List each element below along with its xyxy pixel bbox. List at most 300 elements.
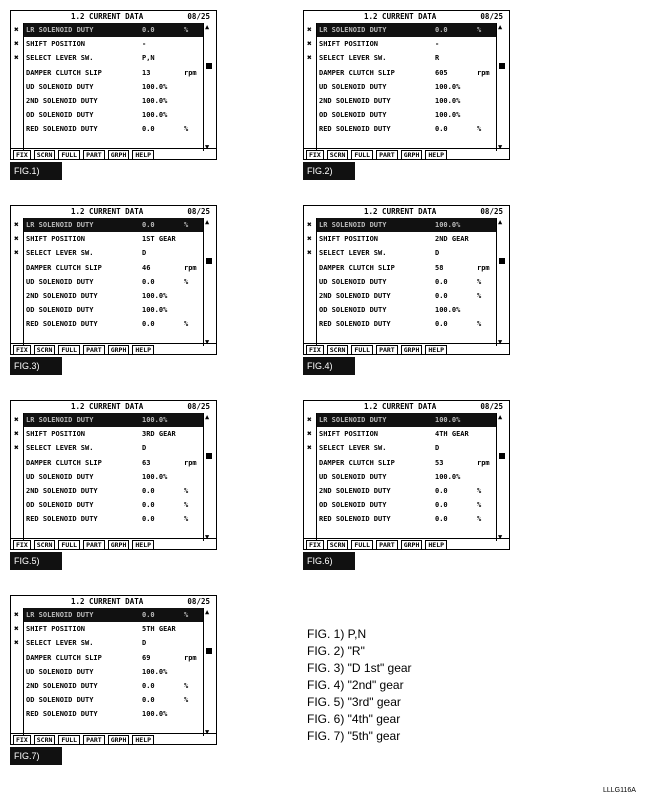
data-list (14, 218, 204, 346)
scroll-down-icon[interactable]: ▼ (498, 338, 503, 346)
scroll-thumb[interactable] (206, 63, 212, 69)
scroll-up-icon[interactable]: ▲ (498, 413, 503, 421)
row-value: 58 (435, 263, 444, 272)
row-value: 0.0 (435, 125, 448, 134)
row-label: RED SOLENOID DUTY (26, 125, 98, 134)
screen-title-bar (304, 206, 509, 217)
row-value: 100.0% (142, 472, 168, 481)
row-value: 0.0 (435, 26, 448, 34)
data-row[interactable] (307, 427, 497, 441)
function-key-fix[interactable]: FIX (306, 540, 324, 550)
function-key-grph[interactable]: GRPH (108, 345, 130, 355)
data-row[interactable] (24, 470, 204, 484)
row-label: SHIFT POSITION (319, 235, 379, 244)
marker-icon: ✖ (14, 39, 19, 49)
data-row[interactable] (317, 261, 497, 275)
row-label: OD SOLENOID DUTY (319, 111, 387, 120)
scrollbar[interactable] (203, 413, 214, 541)
legend-item: FIG. 5) "3rd" gear (307, 695, 401, 709)
page-indicator: 08/25 (187, 12, 210, 21)
row-value: 100.0% (142, 667, 168, 676)
data-row[interactable] (14, 232, 204, 246)
screen-title-bar (11, 401, 216, 412)
row-value: D (142, 444, 147, 453)
screen-title: 1.2 CURRENT DATA (71, 12, 144, 21)
row-label: UD SOLENOID DUTY (26, 667, 94, 676)
data-list (14, 608, 204, 736)
row-value: 0.0 (142, 221, 155, 229)
row-label: UD SOLENOID DUTY (319, 277, 387, 286)
data-row[interactable] (317, 303, 497, 317)
row-label: OD SOLENOID DUTY (319, 501, 387, 510)
row-label: RED SOLENOID DUTY (319, 515, 391, 524)
row-label: SELECT LEVER SW. (319, 444, 387, 453)
row-label: UD SOLENOID DUTY (319, 82, 387, 91)
marker-icon: ✖ (14, 610, 19, 619)
function-key-fix[interactable]: FIX (306, 150, 324, 160)
data-row[interactable] (317, 122, 497, 136)
data-row[interactable] (307, 51, 497, 65)
scrollbar[interactable] (203, 23, 214, 151)
scan-tool-panel (10, 595, 217, 769)
scroll-up-icon[interactable]: ▲ (205, 23, 210, 31)
row-unit: % (184, 277, 189, 286)
row-value: 100.0% (142, 82, 168, 91)
document-code: LLLG116A (603, 787, 636, 794)
row-value: 0.0 (435, 515, 448, 524)
scroll-up-icon[interactable]: ▲ (498, 23, 503, 31)
figure-label: FIG.4) (303, 357, 355, 375)
page-indicator: 08/25 (187, 207, 210, 216)
row-value: - (142, 40, 147, 49)
row-label: UD SOLENOID DUTY (26, 472, 94, 481)
legend-item: FIG. 2) "R" (307, 644, 365, 658)
row-unit: rpm (184, 458, 197, 467)
row-value: 0.0 (435, 320, 448, 329)
row-label: LR SOLENOID DUTY (26, 611, 94, 619)
row-label: SHIFT POSITION (26, 625, 86, 634)
row-label: SHIFT POSITION (26, 430, 86, 439)
scan-tool-screen (10, 595, 217, 745)
function-key-scrn[interactable]: SCRN (34, 345, 56, 355)
data-list (307, 23, 497, 151)
row-unit: rpm (477, 68, 490, 77)
data-row[interactable] (24, 679, 204, 693)
function-key-help[interactable]: HELP (132, 540, 154, 550)
function-key-part[interactable]: PART (376, 150, 398, 160)
row-value: 0.0 (435, 501, 448, 510)
function-key-grph[interactable]: GRPH (401, 150, 423, 160)
scroll-thumb[interactable] (499, 453, 505, 459)
screen-title-bar (304, 401, 509, 412)
function-key-help[interactable]: HELP (425, 150, 447, 160)
row-value: 0.0 (142, 26, 155, 34)
data-row[interactable] (14, 608, 204, 622)
function-key-fix[interactable]: FIX (13, 345, 31, 355)
function-key-full[interactable]: FULL (58, 345, 80, 355)
figure-label: FIG.2) (303, 162, 355, 180)
data-row[interactable] (24, 707, 204, 721)
scan-tool-panel (303, 205, 510, 379)
function-key-scrn[interactable]: SCRN (34, 150, 56, 160)
marker-icon: ✖ (14, 248, 19, 258)
row-value: 5TH GEAR (142, 625, 176, 634)
function-key-scrn[interactable]: SCRN (327, 540, 349, 550)
data-row[interactable] (307, 246, 497, 260)
scroll-down-icon[interactable]: ▼ (498, 143, 503, 151)
row-value: 100.0% (142, 291, 168, 300)
row-unit: % (477, 486, 482, 495)
function-key-scrn[interactable]: SCRN (327, 345, 349, 355)
row-value: 0.0 (435, 291, 448, 300)
row-label: RED SOLENOID DUTY (26, 320, 98, 329)
row-unit: % (477, 277, 482, 286)
data-row[interactable] (307, 37, 497, 51)
row-unit: rpm (477, 263, 490, 272)
data-row[interactable] (317, 289, 497, 303)
function-key-scrn[interactable]: SCRN (34, 735, 56, 745)
data-row[interactable] (14, 218, 204, 232)
screen-title: 1.2 CURRENT DATA (364, 207, 437, 216)
function-key-scrn[interactable]: SCRN (327, 150, 349, 160)
row-label: LR SOLENOID DUTY (319, 26, 387, 34)
scroll-down-icon[interactable]: ▼ (205, 143, 210, 151)
data-row[interactable] (317, 317, 497, 331)
scroll-thumb[interactable] (499, 258, 505, 264)
row-label: SELECT LEVER SW. (26, 54, 94, 63)
function-key-part[interactable]: PART (376, 540, 398, 550)
function-key-help[interactable]: HELP (132, 150, 154, 160)
marker-icon: ✖ (307, 53, 312, 63)
function-key-fix[interactable]: FIX (13, 150, 31, 160)
row-value: D (142, 249, 147, 258)
function-key-bar (11, 538, 216, 549)
legend-item: FIG. 4) "2nd" gear (307, 678, 404, 692)
page-indicator: 08/25 (480, 402, 503, 411)
row-unit: % (184, 221, 189, 229)
row-value: 2ND GEAR (435, 235, 469, 244)
row-unit: % (477, 515, 482, 524)
row-unit: % (184, 486, 189, 495)
row-label: RED SOLENOID DUTY (319, 125, 391, 134)
data-row[interactable] (14, 636, 204, 650)
row-value: 0.0 (142, 696, 155, 705)
function-key-help[interactable]: HELP (132, 345, 154, 355)
scroll-thumb[interactable] (206, 258, 212, 264)
data-row[interactable] (317, 108, 497, 122)
data-row[interactable] (307, 232, 497, 246)
function-key-help[interactable]: HELP (425, 345, 447, 355)
row-value: D (435, 444, 440, 453)
scrollbar[interactable] (203, 218, 214, 346)
row-unit: % (477, 291, 482, 300)
scan-tool-screen (303, 10, 510, 160)
function-key-fix[interactable]: FIX (306, 345, 324, 355)
data-row[interactable] (307, 413, 497, 427)
row-label: DAMPER CLUTCH SLIP (319, 263, 395, 272)
row-label: 2ND SOLENOID DUTY (319, 96, 391, 105)
function-key-full[interactable]: FULL (58, 735, 80, 745)
row-label: OD SOLENOID DUTY (26, 306, 94, 315)
marker-icon: ✖ (14, 415, 19, 424)
row-label: SHIFT POSITION (319, 430, 379, 439)
row-unit: rpm (184, 653, 197, 662)
marker-icon: ✖ (307, 248, 312, 258)
data-row[interactable] (24, 512, 204, 526)
function-key-full[interactable]: FULL (58, 540, 80, 550)
data-list (14, 413, 204, 541)
data-row[interactable] (24, 651, 204, 665)
data-row[interactable] (24, 484, 204, 498)
scrollbar[interactable] (496, 23, 507, 151)
figure-label: FIG.3) (10, 357, 62, 375)
scan-tool-screen (10, 205, 217, 355)
row-label: UD SOLENOID DUTY (26, 82, 94, 91)
row-value: 100.0% (435, 472, 461, 481)
data-row[interactable] (317, 456, 497, 470)
row-value: 100.0% (435, 416, 461, 424)
function-key-full[interactable]: FULL (351, 150, 373, 160)
legend-item: FIG. 3) "D 1st" gear (307, 661, 412, 675)
row-label: OD SOLENOID DUTY (26, 501, 94, 510)
row-value: 53 (435, 458, 444, 467)
row-unit: % (184, 611, 189, 619)
row-value: 3RD GEAR (142, 430, 176, 439)
screen-title-bar (11, 206, 216, 217)
row-label: SHIFT POSITION (319, 40, 379, 49)
row-label: SELECT LEVER SW. (319, 249, 387, 258)
row-label: LR SOLENOID DUTY (26, 26, 94, 34)
row-value: P,N (142, 54, 155, 63)
scrollbar[interactable] (496, 218, 507, 346)
function-key-fix[interactable]: FIX (13, 735, 31, 745)
figure-label: FIG.7) (10, 747, 62, 765)
row-unit: % (184, 696, 189, 705)
scan-tool-panel (10, 400, 217, 574)
scroll-down-icon[interactable]: ▼ (498, 533, 503, 541)
data-row[interactable] (24, 456, 204, 470)
row-value: 1ST GEAR (142, 235, 176, 244)
function-key-part[interactable]: PART (83, 345, 105, 355)
data-row[interactable] (14, 37, 204, 51)
row-value: 0.0 (142, 486, 155, 495)
row-label: DAMPER CLUTCH SLIP (26, 263, 102, 272)
row-value: 0.0 (142, 501, 155, 510)
row-value: 100.0% (142, 416, 168, 424)
function-key-grph[interactable]: GRPH (108, 540, 130, 550)
row-label: RED SOLENOID DUTY (26, 710, 98, 719)
marker-icon: ✖ (14, 220, 19, 229)
row-value: 0.0 (142, 681, 155, 690)
legend-item: FIG. 6) "4th" gear (307, 712, 401, 726)
data-row[interactable] (14, 51, 204, 65)
row-label: 2ND SOLENOID DUTY (26, 291, 98, 300)
row-label: DAMPER CLUTCH SLIP (26, 653, 102, 662)
row-unit: % (477, 125, 482, 134)
row-unit: % (184, 515, 189, 524)
row-value: 0.0 (142, 515, 155, 524)
screen-title-bar (304, 11, 509, 22)
scrollbar[interactable] (203, 608, 214, 736)
function-key-part[interactable]: PART (83, 540, 105, 550)
marker-icon: ✖ (307, 39, 312, 49)
data-row[interactable] (24, 94, 204, 108)
figure-label: FIG.1) (10, 162, 62, 180)
data-row[interactable] (317, 94, 497, 108)
row-value: 0.0 (435, 277, 448, 286)
data-row[interactable] (24, 693, 204, 707)
function-key-bar (11, 148, 216, 159)
scroll-up-icon[interactable]: ▲ (498, 218, 503, 226)
marker-icon: ✖ (307, 234, 312, 244)
data-row[interactable] (317, 512, 497, 526)
function-key-grph[interactable]: GRPH (108, 735, 130, 745)
scan-tool-panel (10, 10, 217, 184)
scroll-down-icon[interactable]: ▼ (205, 338, 210, 346)
function-key-full[interactable]: FULL (58, 150, 80, 160)
row-label: SHIFT POSITION (26, 235, 86, 244)
marker-icon: ✖ (307, 220, 312, 229)
row-label: SELECT LEVER SW. (26, 444, 94, 453)
data-row[interactable] (14, 622, 204, 636)
row-value: 46 (142, 263, 151, 272)
row-label: DAMPER CLUTCH SLIP (26, 458, 102, 467)
function-key-full[interactable]: FULL (351, 345, 373, 355)
data-row[interactable] (24, 317, 204, 331)
row-label: 2ND SOLENOID DUTY (26, 486, 98, 495)
function-key-part[interactable]: PART (83, 735, 105, 745)
data-row[interactable] (24, 498, 204, 512)
row-value: 100.0% (142, 111, 168, 120)
data-row[interactable] (24, 275, 204, 289)
screen-title: 1.2 CURRENT DATA (71, 207, 144, 216)
marker-icon: ✖ (14, 429, 19, 439)
data-row[interactable] (24, 289, 204, 303)
function-key-grph[interactable]: GRPH (401, 345, 423, 355)
row-value: 4TH GEAR (435, 430, 469, 439)
marker-icon: ✖ (307, 415, 312, 424)
data-row[interactable] (24, 122, 204, 136)
screen-title: 1.2 CURRENT DATA (71, 597, 144, 606)
scroll-up-icon[interactable]: ▲ (205, 608, 210, 616)
marker-icon: ✖ (14, 624, 19, 634)
row-label: RED SOLENOID DUTY (319, 320, 391, 329)
data-row[interactable] (24, 261, 204, 275)
scrollbar[interactable] (496, 413, 507, 541)
function-key-full[interactable]: FULL (351, 540, 373, 550)
function-key-grph[interactable]: GRPH (108, 150, 130, 160)
row-label: 2ND SOLENOID DUTY (26, 681, 98, 690)
data-row[interactable] (24, 665, 204, 679)
row-value: 100.0% (435, 306, 461, 315)
row-value: - (435, 40, 440, 49)
data-row[interactable] (14, 441, 204, 455)
data-row[interactable] (317, 498, 497, 512)
figure-label: FIG.6) (303, 552, 355, 570)
scan-tool-screen (303, 400, 510, 550)
function-key-help[interactable]: HELP (132, 735, 154, 745)
data-row[interactable] (24, 80, 204, 94)
row-label: LR SOLENOID DUTY (26, 416, 94, 424)
row-value: 100.0% (142, 306, 168, 315)
function-key-part[interactable]: PART (376, 345, 398, 355)
marker-icon: ✖ (307, 25, 312, 34)
data-row[interactable] (14, 246, 204, 260)
row-unit: % (184, 681, 189, 690)
row-label: SELECT LEVER SW. (319, 54, 387, 63)
figure-legend (307, 626, 412, 745)
data-row[interactable] (307, 441, 497, 455)
function-key-scrn[interactable]: SCRN (34, 540, 56, 550)
data-row[interactable] (14, 413, 204, 427)
data-row[interactable] (307, 218, 497, 232)
function-key-help[interactable]: HELP (425, 540, 447, 550)
marker-icon: ✖ (14, 443, 19, 453)
scan-tool-panel (303, 400, 510, 574)
scroll-up-icon[interactable]: ▲ (205, 413, 210, 421)
row-value: 100.0% (435, 111, 461, 120)
row-value: 0.0 (142, 277, 155, 286)
row-label: RED SOLENOID DUTY (26, 515, 98, 524)
row-label: LR SOLENOID DUTY (319, 416, 387, 424)
marker-icon: ✖ (14, 25, 19, 34)
row-label: 2ND SOLENOID DUTY (319, 486, 391, 495)
scroll-thumb[interactable] (206, 648, 212, 654)
row-value: 63 (142, 458, 151, 467)
data-row[interactable] (307, 23, 497, 37)
function-key-grph[interactable]: GRPH (401, 540, 423, 550)
data-row[interactable] (317, 80, 497, 94)
scroll-thumb[interactable] (206, 453, 212, 459)
scan-tool-screen (303, 205, 510, 355)
row-unit: % (184, 26, 189, 34)
row-value: 0.0 (142, 320, 155, 329)
data-row[interactable] (317, 470, 497, 484)
row-value: D (435, 249, 440, 258)
row-value: 100.0% (435, 221, 461, 229)
row-label: 2ND SOLENOID DUTY (319, 291, 391, 300)
row-value: 69 (142, 653, 151, 662)
screen-title: 1.2 CURRENT DATA (71, 402, 144, 411)
data-row[interactable] (24, 66, 204, 80)
function-key-fix[interactable]: FIX (13, 540, 31, 550)
page-indicator: 08/25 (187, 597, 210, 606)
data-row[interactable] (14, 23, 204, 37)
data-row[interactable] (317, 66, 497, 80)
row-label: OD SOLENOID DUTY (26, 111, 94, 120)
function-key-part[interactable]: PART (83, 150, 105, 160)
scroll-down-icon[interactable]: ▼ (205, 533, 210, 541)
data-row[interactable] (14, 427, 204, 441)
data-row[interactable] (317, 484, 497, 498)
data-row[interactable] (317, 275, 497, 289)
scroll-up-icon[interactable]: ▲ (205, 218, 210, 226)
data-row[interactable] (24, 108, 204, 122)
row-unit: rpm (184, 263, 197, 272)
row-value: 100.0% (142, 96, 168, 105)
data-list (307, 413, 497, 541)
data-row[interactable] (24, 303, 204, 317)
scroll-down-icon[interactable]: ▼ (205, 728, 210, 736)
row-label: DAMPER CLUTCH SLIP (26, 68, 102, 77)
row-label: SELECT LEVER SW. (26, 639, 94, 648)
row-value: 100.0% (142, 710, 168, 719)
figure-label: FIG.5) (10, 552, 62, 570)
page-indicator: 08/25 (187, 402, 210, 411)
row-unit: % (477, 26, 482, 34)
row-label: DAMPER CLUTCH SLIP (319, 68, 395, 77)
scroll-thumb[interactable] (499, 63, 505, 69)
